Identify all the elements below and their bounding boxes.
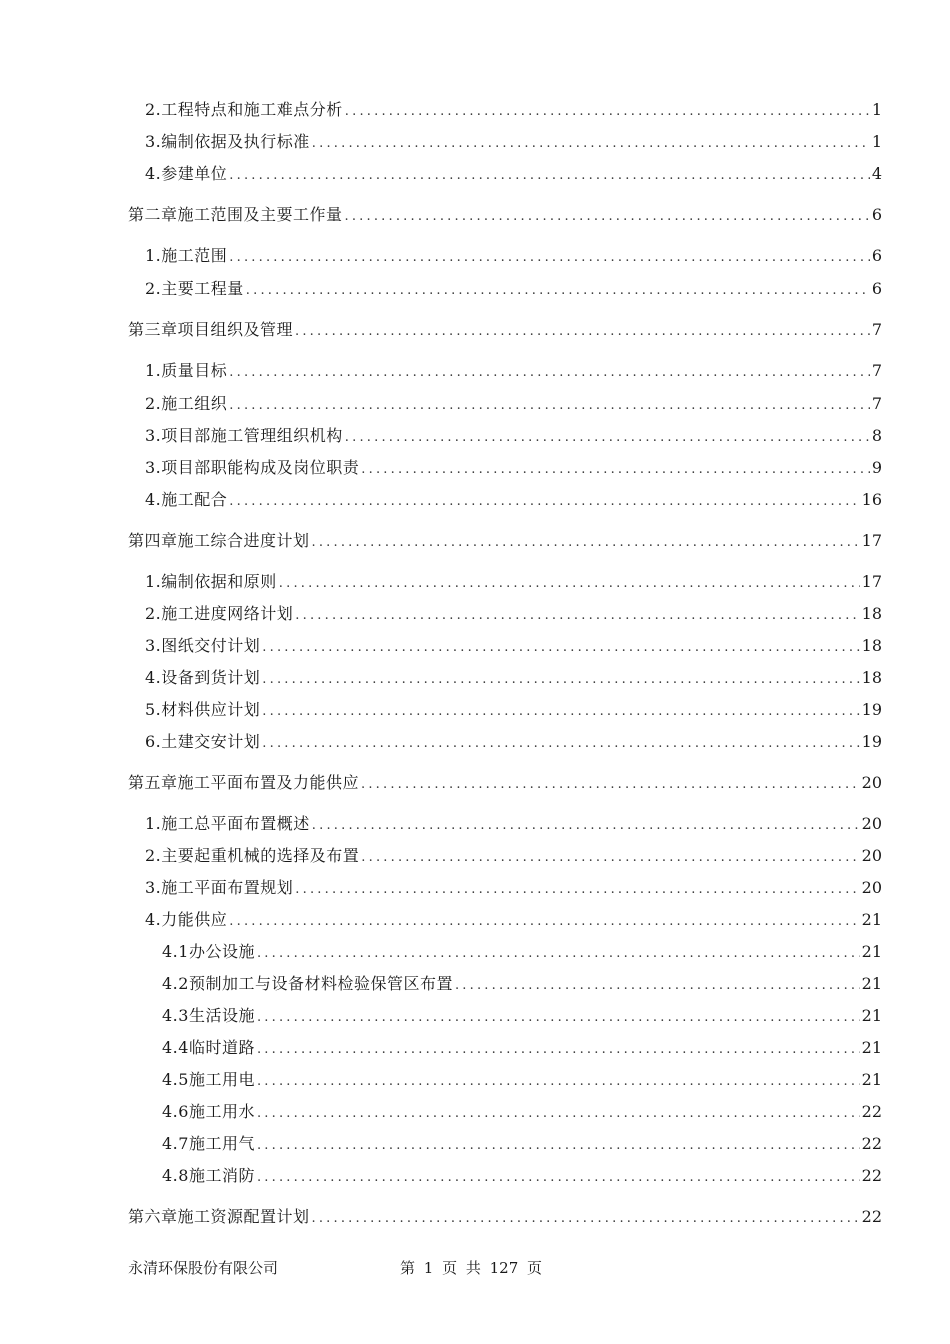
toc-entry[interactable] <box>145 698 882 722</box>
toc-entry[interactable] <box>145 570 882 594</box>
toc-page-number: 18 <box>861 636 882 655</box>
toc-dot-leader <box>257 942 860 966</box>
toc-entry[interactable] <box>145 602 882 626</box>
toc-chapter-entry[interactable] <box>128 203 882 227</box>
toc-chapter-entry[interactable] <box>128 318 882 342</box>
toc-entry-label: 4.参建单位 <box>145 164 228 183</box>
toc-dot-leader <box>312 531 860 555</box>
toc-entry-label: 2.施工组织 <box>145 394 228 413</box>
toc-entry-label: 4.3生活设施 <box>162 1006 255 1025</box>
toc-page-number: 21 <box>861 1006 882 1025</box>
toc-dot-leader <box>257 1070 860 1094</box>
toc-entry-label: 3.施工平面布置规划 <box>145 878 294 897</box>
toc-entry-label: 第三章项目组织及管理 <box>128 320 294 339</box>
toc-entry-label: 第六章施工资源配置计划 <box>128 1207 310 1226</box>
toc-page-number: 21 <box>861 942 882 961</box>
toc-subentry[interactable] <box>162 1036 882 1060</box>
toc-entry-label: 3.编制依据及执行标准 <box>145 132 310 151</box>
toc-entry[interactable] <box>145 812 882 836</box>
toc-page-number: 6 <box>871 205 882 224</box>
toc-dot-leader <box>279 572 860 596</box>
toc-entry-label: 第五章施工平面布置及力能供应 <box>128 773 360 792</box>
toc-entry[interactable] <box>145 244 882 268</box>
toc-entry-label: 6.土建交安计划 <box>145 732 261 751</box>
toc-dot-leader <box>295 604 859 628</box>
toc-entry-label: 5.材料供应计划 <box>145 700 261 719</box>
toc-entry-label: 4.5施工用电 <box>162 1070 255 1089</box>
toc-dot-leader <box>229 910 859 934</box>
toc-entry-label: 4.7施工用气 <box>162 1134 255 1153</box>
toc-entry-label: 4.1办公设施 <box>162 942 255 961</box>
toc-dot-leader <box>262 636 859 660</box>
toc-dot-leader <box>257 1134 860 1158</box>
toc-entry-label: 1.施工总平面布置概述 <box>145 814 310 833</box>
toc-entry[interactable] <box>145 98 882 122</box>
toc-entry[interactable] <box>145 844 882 868</box>
toc-entry[interactable] <box>145 359 882 383</box>
toc-dot-leader <box>361 846 859 870</box>
toc-entry-label: 3.图纸交付计划 <box>145 636 261 655</box>
toc-entry-label: 4.8施工消防 <box>162 1166 255 1185</box>
toc-dot-leader <box>345 100 870 124</box>
toc-subentry[interactable] <box>162 972 882 996</box>
toc-page-number: 4 <box>871 164 882 183</box>
toc-dot-leader <box>257 1038 860 1062</box>
toc-dot-leader <box>295 320 870 344</box>
toc-page-number: 21 <box>861 1038 882 1057</box>
toc-page-number: 16 <box>861 490 882 509</box>
toc-dot-leader <box>312 132 870 156</box>
toc-entry[interactable] <box>145 908 882 932</box>
toc-entry-label: 3.项目部施工管理组织机构 <box>145 426 343 445</box>
toc-entry-label: 2.主要工程量 <box>145 279 244 298</box>
toc-entry[interactable] <box>145 424 882 448</box>
toc-entry-label: 3.项目部职能构成及岗位职责 <box>145 458 360 477</box>
footer-page-number: 第 1 页 共 127 页 <box>400 1259 543 1277</box>
toc-dot-leader <box>295 878 859 902</box>
toc-dot-leader <box>312 1207 860 1231</box>
toc-page-number: 6 <box>871 246 882 265</box>
toc-page-number: 21 <box>861 974 882 993</box>
toc-dot-leader <box>229 394 870 418</box>
toc-dot-leader <box>345 426 870 450</box>
toc-page-number: 1 <box>871 132 882 151</box>
toc-page-number: 9 <box>871 458 882 477</box>
toc-entry-label: 1.质量目标 <box>145 361 228 380</box>
toc-entry-label: 2.施工进度网络计划 <box>145 604 294 623</box>
toc-entry[interactable] <box>145 456 882 480</box>
toc-page-number: 22 <box>861 1102 882 1121</box>
toc-chapter-entry[interactable] <box>128 1205 882 1229</box>
toc-entry[interactable] <box>145 876 882 900</box>
toc-page-number: 18 <box>861 604 882 623</box>
toc-entry-label: 1.编制依据和原则 <box>145 572 277 591</box>
toc-entry[interactable] <box>145 130 882 154</box>
toc-dot-leader <box>257 1006 860 1030</box>
toc-entry-label: 4.2预制加工与设备材料检验保管区布置 <box>162 974 453 993</box>
toc-subentry[interactable] <box>162 1132 882 1156</box>
toc-page-number: 21 <box>861 1070 882 1089</box>
toc-page-number: 7 <box>871 361 882 380</box>
toc-page-number: 22 <box>861 1166 882 1185</box>
toc-page-number: 17 <box>861 572 882 591</box>
toc-entry-label: 2.工程特点和施工难点分析 <box>145 100 343 119</box>
toc-dot-leader <box>229 246 870 270</box>
toc-entry-label: 2.主要起重机械的选择及布置 <box>145 846 360 865</box>
toc-page-number: 20 <box>861 814 882 833</box>
toc-entry-label: 4.力能供应 <box>145 910 228 929</box>
toc-page-number: 8 <box>871 426 882 445</box>
toc-dot-leader <box>312 814 860 838</box>
toc-page-number: 21 <box>861 910 882 929</box>
toc-dot-leader <box>229 361 870 385</box>
toc-entry-label: 4.设备到货计划 <box>145 668 261 687</box>
toc-entry-label: 1.施工范围 <box>145 246 228 265</box>
toc-entry-label: 第二章施工范围及主要工作量 <box>128 205 343 224</box>
toc-dot-leader <box>229 164 870 188</box>
toc-page-number: 1 <box>871 100 882 119</box>
toc-page-number: 20 <box>861 846 882 865</box>
toc-entry[interactable] <box>145 162 882 186</box>
toc-dot-leader <box>361 773 860 797</box>
toc-entry[interactable] <box>145 730 882 754</box>
toc-subentry[interactable] <box>162 1068 882 1092</box>
footer-company-name: 永清环保股份有限公司 <box>128 1259 279 1277</box>
toc-page-number: 6 <box>871 279 882 298</box>
toc-page-number: 18 <box>861 668 882 687</box>
toc-page-number: 7 <box>871 394 882 413</box>
toc-page-number: 22 <box>861 1134 882 1153</box>
toc-chapter-entry[interactable] <box>128 771 882 795</box>
toc-chapter-entry[interactable] <box>128 529 882 553</box>
toc-page-number: 19 <box>861 700 882 719</box>
page-footer <box>128 1256 882 1280</box>
toc-dot-leader <box>257 1102 860 1126</box>
toc-dot-leader <box>262 732 859 756</box>
toc-entry[interactable] <box>145 277 882 301</box>
toc-dot-leader <box>455 974 860 998</box>
toc-dot-leader <box>345 205 870 229</box>
toc-dot-leader <box>361 458 870 482</box>
toc-subentry[interactable] <box>162 1100 882 1124</box>
toc-dot-leader <box>229 490 859 514</box>
toc-entry-label: 第四章施工综合进度计划 <box>128 531 310 550</box>
toc-entry[interactable] <box>145 488 882 512</box>
toc-dot-leader <box>262 668 859 692</box>
toc-page-number: 22 <box>861 1207 882 1226</box>
toc-entry-label: 4.4临时道路 <box>162 1038 255 1057</box>
toc-entry[interactable] <box>145 392 882 416</box>
toc-subentry[interactable] <box>162 940 882 964</box>
toc-page-number: 19 <box>861 732 882 751</box>
toc-subentry[interactable] <box>162 1004 882 1028</box>
toc-page-number: 20 <box>861 878 882 897</box>
toc-page-number: 20 <box>861 773 882 792</box>
toc-page-number: 7 <box>871 320 882 339</box>
toc-subentry[interactable] <box>162 1164 882 1188</box>
toc-entry[interactable] <box>145 634 882 658</box>
toc-dot-leader <box>246 279 870 303</box>
toc-dot-leader <box>262 700 859 724</box>
toc-entry-label: 4.施工配合 <box>145 490 228 509</box>
toc-dot-leader <box>257 1166 860 1190</box>
toc-entry[interactable] <box>145 666 882 690</box>
toc-entry-label: 4.6施工用水 <box>162 1102 255 1121</box>
toc-page-number: 17 <box>861 531 882 550</box>
